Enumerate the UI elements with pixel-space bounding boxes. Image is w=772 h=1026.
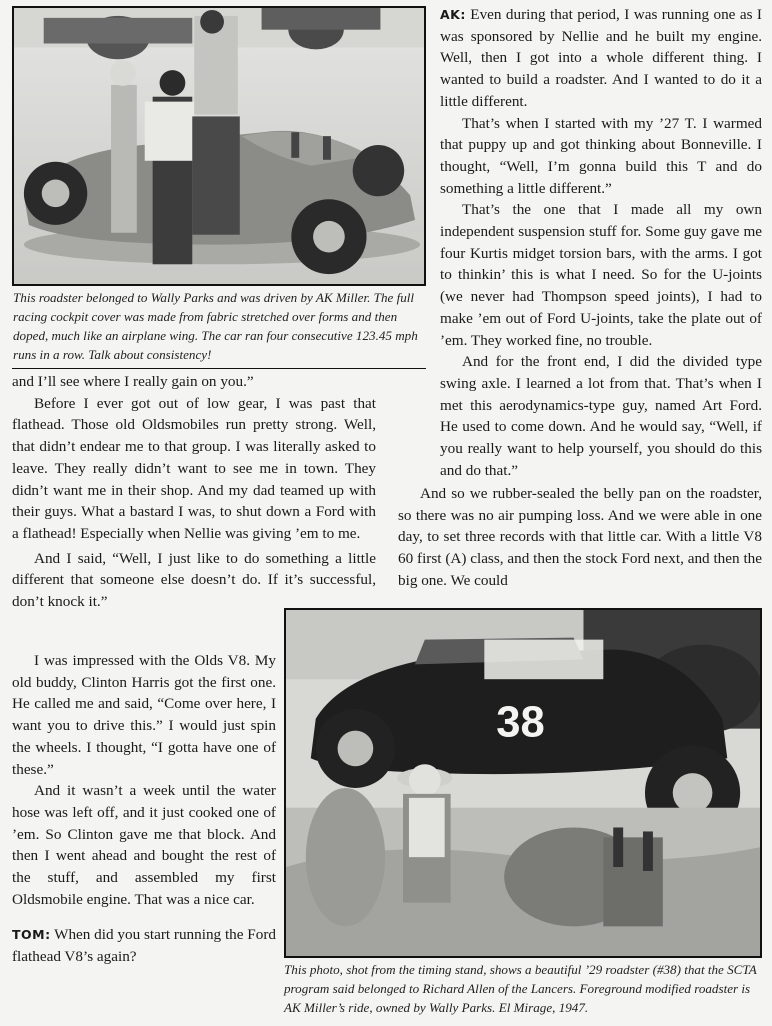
- speaker-tom: TOM:: [12, 927, 51, 943]
- left-paragraph-4: I was impressed with the Olds V8. My old buddy, Clinton Harris got the first one. He called me and said, “Come over here, I want you to drive this.” I would just spin the wheels. I thought, “I gotta have one of these.”: [12, 652, 276, 778]
- right-paragraph-3: That’s the one that I made all my own independent suspension stuff for. Some guy gave me four Kurtis midget torsion bars, with the arms. I got to thinkin’ this is what I need. So for the U-joints (we never had Thompson speed joints), I had to make ’em out of Ford U-joints, take the plate out of ’em. They worked fine, no trouble.: [440, 201, 762, 349]
- right-column-lower: [398, 483, 762, 592]
- right-paragraph-4: And for the front end, I did the divided type swing axle. I learned a lot from that. That’s when I met this aerodynamics-type guy, named Art Ford. He used to come down. And he would say, “Well, if you really want to help yourself, you should do this and do that.”: [440, 353, 762, 479]
- photo-bottom-caption: This photo, shot from the timing stand, shows a beautiful ’29 roadster (#38) that the SCTA program said belonged to Richard Allen of the Lancers. Foreground modified roadster is AK Miller’s ride, owned by Wally Parks. El Mirage, 1947.: [284, 962, 757, 1015]
- roadster-photo-image: [14, 8, 424, 284]
- caption-divider: [12, 368, 426, 369]
- left-column-upper: [12, 371, 376, 611]
- left-paragraph-tom-text: When did you start running the Ford flathead V8’s again?: [12, 926, 276, 966]
- left-paragraph-2: Before I ever got out of low gear, I was past that flathead. Those old Oldsmobiles run pretty strong. Well, that didn’t endear me to that group. I was literally asked to leave. They really didn’t want to see me in town. They didn’t want me in their shop. And my dad teamed up with their guys. What a bastard I was, to shut down a Ford with a flathead! Especially when Nellie was giving ’em to me.: [12, 394, 376, 542]
- photo-bottom: [284, 608, 762, 958]
- left-paragraph-5: And it wasn’t a week until the water hose was left off, and it just cooked one of ’em. So Clinton gave me that block. And then I went ahead and bought the rest of the stuff, and assembled my first Oldsmobile engine. That was a nice car.: [12, 782, 276, 908]
- right-paragraph-2: That’s when I started with my ’27 T. I warmed that puppy up and got thinking about Bonneville. I thought, “Well, I’m gonna build this T and do something a little different.”: [440, 114, 762, 197]
- left-paragraph-1: and I’ll see where I really gain on you.”: [12, 373, 254, 390]
- roadster-38-photo-image: [286, 610, 760, 956]
- left-paragraph-tom: [12, 924, 276, 967]
- photo-top-caption: This roadster belonged to Wally Parks and was driven by AK Miller. The full racing cockpit cover was made from fabric stretched over forms and then doped, much like an airplane wing. The car ran four consecutive 123.45 mph runs in a row. Talk about consistency!: [13, 290, 418, 362]
- left-paragraph-3: And I said, “Well, I just like to do something a little different that someone else doesn’t do. If it’s successful, don’t knock it.”: [12, 549, 376, 611]
- right-paragraph-1-text: Even during that period, I was running one as I was sponsored by Nellie and he built my engine. Well, then I got into a whole different thing. I wanted to build a roadster. And I wanted to do it a little different.: [440, 6, 762, 110]
- right-paragraph-1: [440, 4, 762, 113]
- right-column: [440, 4, 762, 481]
- car-number-label: 38: [496, 698, 545, 747]
- right-paragraph-5: And so we rubber-sealed the belly pan on the roadster, so there was no air pumping loss. And we were able in one day, to set three records with that little car. With a little V8 60 first (A) class, and then the stock Ford next, and then the big one. We could: [398, 485, 762, 589]
- photo-top: [12, 6, 426, 286]
- left-column-bottom: [12, 607, 276, 968]
- left-paragraph-3-tail: [12, 607, 276, 650]
- speaker-ak: AK:: [440, 7, 466, 22]
